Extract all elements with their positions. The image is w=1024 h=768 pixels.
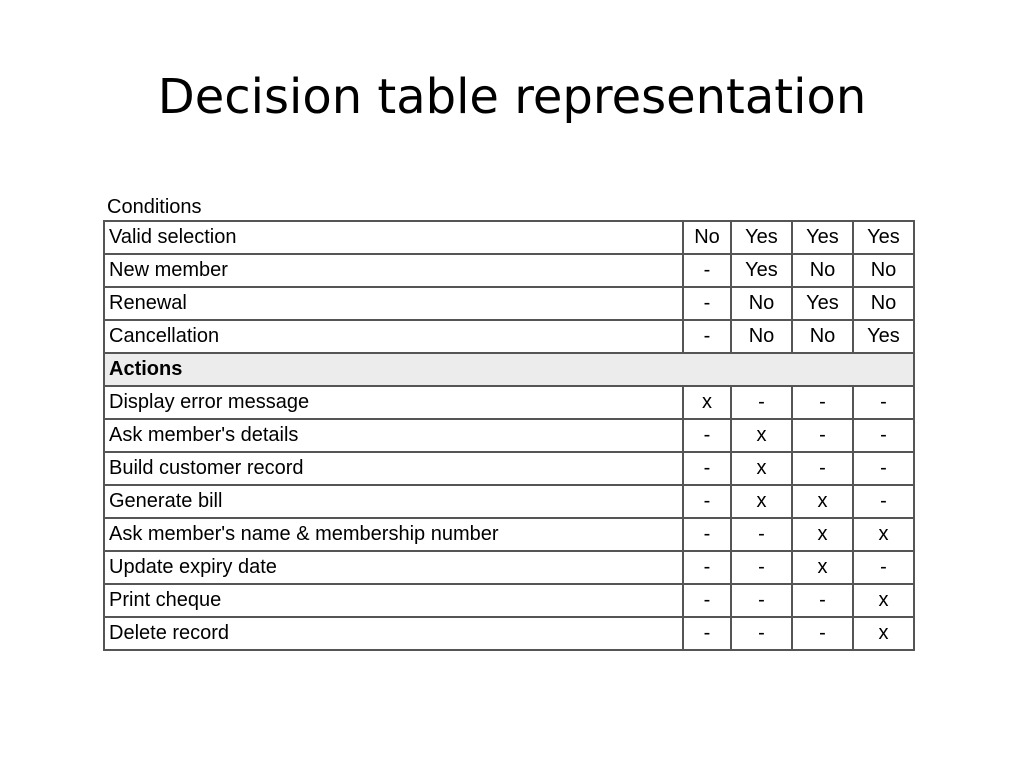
action-row xyxy=(104,452,914,485)
rule-cell: Yes xyxy=(731,254,792,287)
rule-cell: No xyxy=(853,287,914,320)
rule-cell: - xyxy=(731,386,792,419)
rule-cell: No xyxy=(853,254,914,287)
rule-cell: x xyxy=(731,452,792,485)
rule-cell: Yes xyxy=(853,320,914,353)
rule-cell: - xyxy=(683,551,731,584)
action-label: Print cheque xyxy=(104,584,683,617)
rule-cell: - xyxy=(683,320,731,353)
conditions-label: Conditions xyxy=(107,196,202,218)
condition-label: Valid selection xyxy=(104,221,683,254)
rule-cell: - xyxy=(853,485,914,518)
rule-cell: - xyxy=(683,419,731,452)
slide-title: Decision table representation xyxy=(157,69,867,125)
rule-cell: Yes xyxy=(853,221,914,254)
condition-label: Cancellation xyxy=(104,320,683,353)
rule-cell: - xyxy=(683,617,731,650)
condition-row xyxy=(104,221,914,254)
rule-cell: - xyxy=(792,617,853,650)
rule-cell: - xyxy=(731,617,792,650)
rule-cell: x xyxy=(683,386,731,419)
rule-cell: - xyxy=(731,518,792,551)
condition-row xyxy=(104,254,914,287)
rule-cell: x xyxy=(792,485,853,518)
rule-cell: x xyxy=(853,584,914,617)
rule-cell: - xyxy=(853,551,914,584)
rule-cell: No xyxy=(792,254,853,287)
action-label: Ask member's details xyxy=(104,419,683,452)
rule-cell: - xyxy=(792,419,853,452)
action-label: Ask member's name & membership number xyxy=(104,518,683,551)
rule-cell: Yes xyxy=(792,221,853,254)
rule-cell: No xyxy=(792,320,853,353)
actions-header-row xyxy=(104,353,914,386)
rule-cell: x xyxy=(792,518,853,551)
rule-cell: x xyxy=(792,551,853,584)
rule-cell: - xyxy=(853,386,914,419)
rule-cell: - xyxy=(683,584,731,617)
action-row xyxy=(104,419,914,452)
action-label: Display error message xyxy=(104,386,683,419)
rule-cell: - xyxy=(683,452,731,485)
action-row xyxy=(104,518,914,551)
actions-label: Actions xyxy=(104,353,914,386)
action-label: Build customer record xyxy=(104,452,683,485)
rule-cell: No xyxy=(683,221,731,254)
rule-cell: - xyxy=(683,254,731,287)
action-label: Delete record xyxy=(104,617,683,650)
action-row xyxy=(104,386,914,419)
rule-cell: - xyxy=(731,551,792,584)
condition-label: New member xyxy=(104,254,683,287)
action-label: Generate bill xyxy=(104,485,683,518)
rule-cell: - xyxy=(683,485,731,518)
rule-cell: - xyxy=(683,287,731,320)
rule-cell: x xyxy=(731,419,792,452)
action-row xyxy=(104,551,914,584)
action-row xyxy=(104,617,914,650)
rule-cell: - xyxy=(792,386,853,419)
condition-row xyxy=(104,287,914,320)
rule-cell: x xyxy=(853,518,914,551)
decision-table xyxy=(103,220,915,651)
rule-cell: - xyxy=(792,584,853,617)
condition-label: Renewal xyxy=(104,287,683,320)
rule-cell: x xyxy=(853,617,914,650)
action-row xyxy=(104,485,914,518)
rule-cell: No xyxy=(731,287,792,320)
rule-cell: - xyxy=(853,419,914,452)
rule-cell: - xyxy=(731,584,792,617)
rule-cell: - xyxy=(792,452,853,485)
rule-cell: Yes xyxy=(731,221,792,254)
action-label: Update expiry date xyxy=(104,551,683,584)
rule-cell: - xyxy=(683,518,731,551)
condition-row xyxy=(104,320,914,353)
rule-cell: x xyxy=(731,485,792,518)
rule-cell: - xyxy=(853,452,914,485)
rule-cell: No xyxy=(731,320,792,353)
action-row xyxy=(104,584,914,617)
rule-cell: Yes xyxy=(792,287,853,320)
